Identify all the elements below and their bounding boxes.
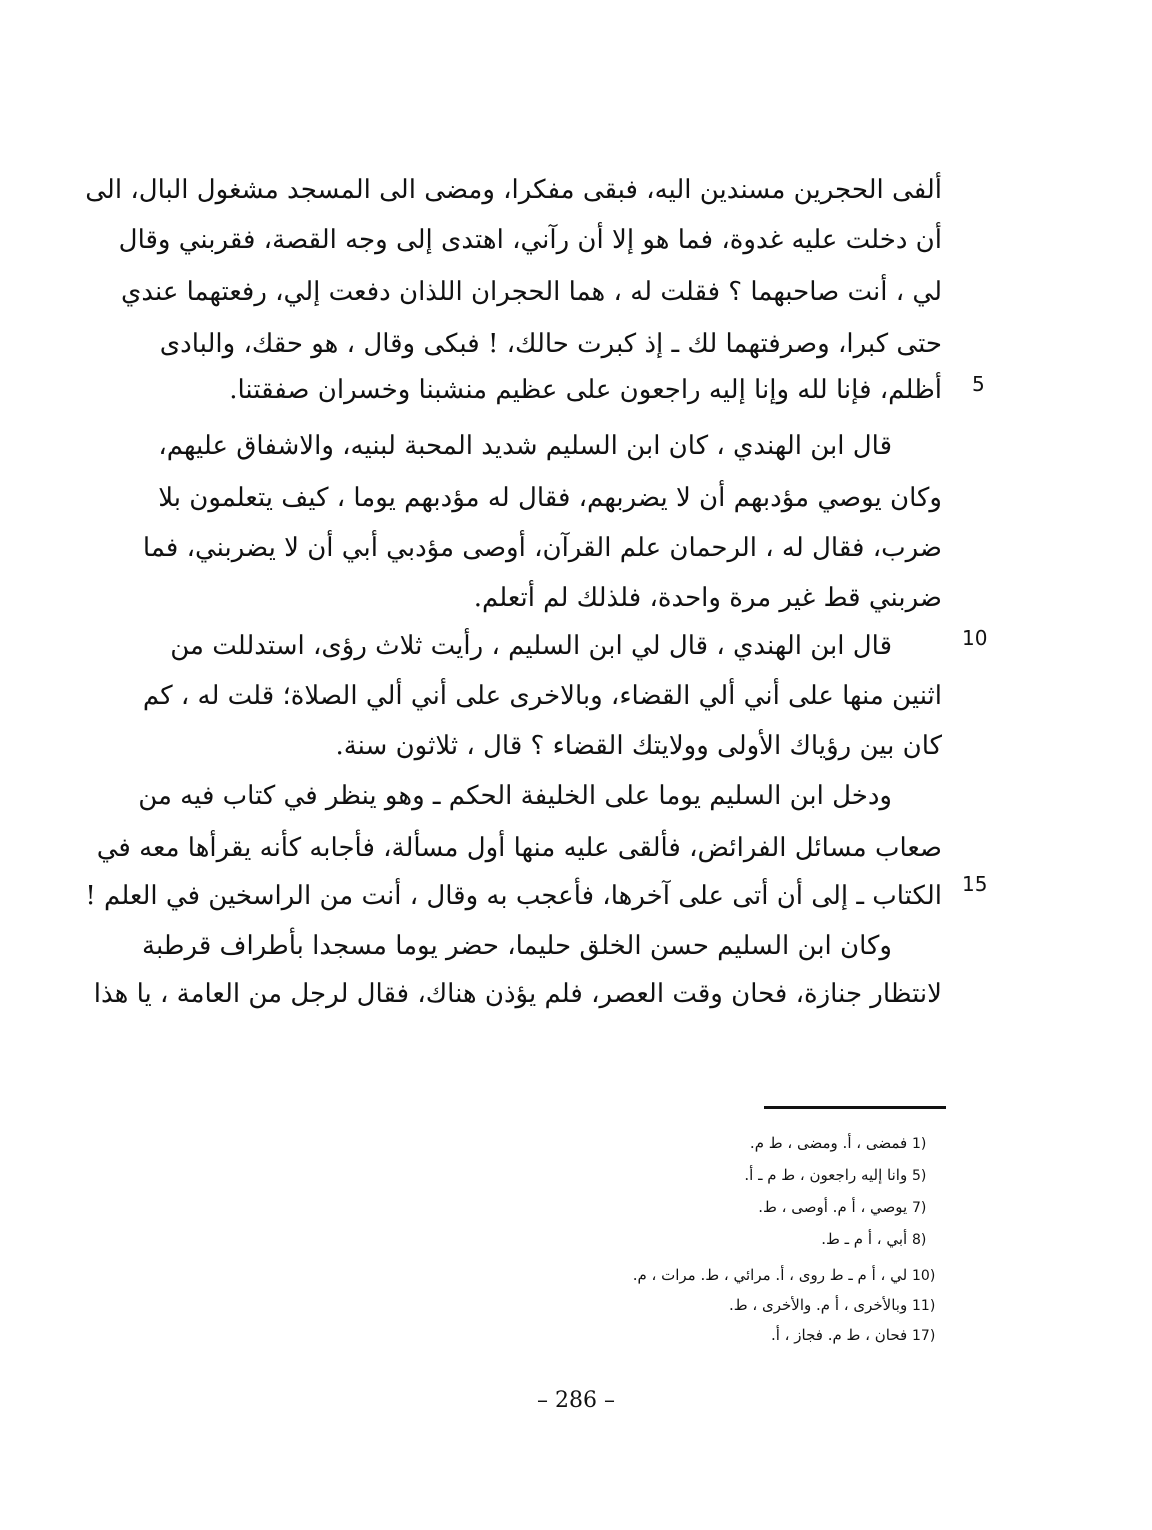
footnote-item <box>386 1160 946 1190</box>
footnote-separator <box>764 1106 946 1109</box>
footnote-item <box>386 1290 946 1320</box>
line-number-5: 5 <box>972 372 985 396</box>
footnote-number: 17) <box>912 1328 936 1344</box>
text-line-1: ألفى الحجرين مسندين اليه، فبقى مفكرا، ومضى الى المسجد مشغول البال، الى <box>85 175 942 205</box>
footnote-number: 5) <box>912 1168 927 1184</box>
footnote-number: 11) <box>912 1298 936 1314</box>
text-line-16: وكان ابن السليم حسن الخلق حليما، حضر يوما مسجدا بأطراف قرطبة <box>142 931 892 961</box>
footnote-text: فحان ، ط م. فجاز ، أ. <box>770 1326 908 1344</box>
text-line-7: وكان يوصي مؤدبهم أن لا يضربهم، فقال له مؤدبهم يوما ، كيف يتعلمون بلا <box>158 483 942 513</box>
footnote-text: أبي ، أ م ـ ط. <box>821 1230 908 1248</box>
text-line-17: لانتظار جنازة، فحان وقت العصر، فلم يؤذن هناك، فقال لرجل من العامة ، يا هذا <box>93 979 942 1009</box>
footnote-number: 8) <box>912 1232 927 1248</box>
footnote-text: وبالأخرى ، أ م. والأخرى ، ط. <box>728 1296 908 1314</box>
footnote-item <box>386 1260 946 1290</box>
footnote-text: يوصي ، أ م. أوصى ، ط. <box>758 1198 908 1216</box>
footnote-number: 10) <box>912 1268 936 1284</box>
line-number-15: 15 <box>962 872 988 896</box>
footnote-number: 1) <box>912 1136 927 1152</box>
text-line-12: كان بين رؤياك الأولى وولايتك القضاء ؟ قال ، ثلاثون سنة. <box>335 731 942 761</box>
text-line-14: صعاب مسائل الفرائض، فألقى عليه منها أول مسألة، فأجابه كأنه يقرأها معه في <box>96 833 942 863</box>
text-line-3: لي ، أنت صاحبهما ؟ فقلت له ، هما الحجران اللذان دفعت إلي، رفعتهما عندي <box>120 277 942 307</box>
text-line-5: أظلم، فإنا لله وإنا إليه راجعون على عظيم منشبنا وخسران صفقتنا. <box>229 375 942 405</box>
text-line-13: ودخل ابن السليم يوما على الخليفة الحكم ـ وهو ينظر في كتاب فيه من <box>138 781 892 811</box>
text-line-6: قال ابن الهندي ، كان ابن السليم شديد المحبة لبنيه، والاشفاق عليهم، <box>158 431 892 461</box>
text-line-8: ضرب، فقال له ، الرحمان علم القرآن، أوصى مؤدبي أبي أن لا يضربني، فما <box>142 533 942 563</box>
text-line-2: أن دخلت عليه غدوة، فما هو إلا أن رآني، اهتدى إلى وجه القصة، فقربني وقال <box>118 225 942 255</box>
footnote-item <box>386 1128 946 1158</box>
line-number-10: 10 <box>962 626 988 650</box>
text-line-9: ضربني قط غير مرة واحدة، فلذلك لم أتعلم. <box>473 583 942 613</box>
footnote-text: لي ، أ م ـ ط روى ، أ. مرائي ، ط. مرات ، م. <box>632 1266 908 1284</box>
text-line-11: اثنين منها على أني ألي القضاء، وبالاخرى على أني ألي الصلاة؛ قلت له ، كم <box>142 681 942 711</box>
page-number: – 286 – <box>537 1388 615 1413</box>
footnote-text: وانا إليه راجعون ، ط م ـ أ. <box>744 1166 908 1184</box>
text-line-4: حتى كبرا، وصرفتهما لك ـ إذ كبرت حالك، ! فبكى وقال ، هو حقك، والبادى <box>159 329 942 359</box>
footnote-item <box>386 1224 946 1254</box>
footnote-item <box>386 1320 946 1350</box>
footnote-number: 7) <box>912 1200 927 1216</box>
text-line-10: قال ابن الهندي ، قال لي ابن السليم ، رأيت ثلاث رؤى، استدللت من <box>170 631 892 661</box>
footnote-item <box>386 1192 946 1222</box>
text-line-15: الكتاب ـ إلى أن أتى على آخرها، فأعجب به وقال ، أنت من الراسخين في العلم ! <box>85 881 942 911</box>
footnote-text: فمضى ، أ. ومضى ، ط م. <box>749 1134 908 1152</box>
